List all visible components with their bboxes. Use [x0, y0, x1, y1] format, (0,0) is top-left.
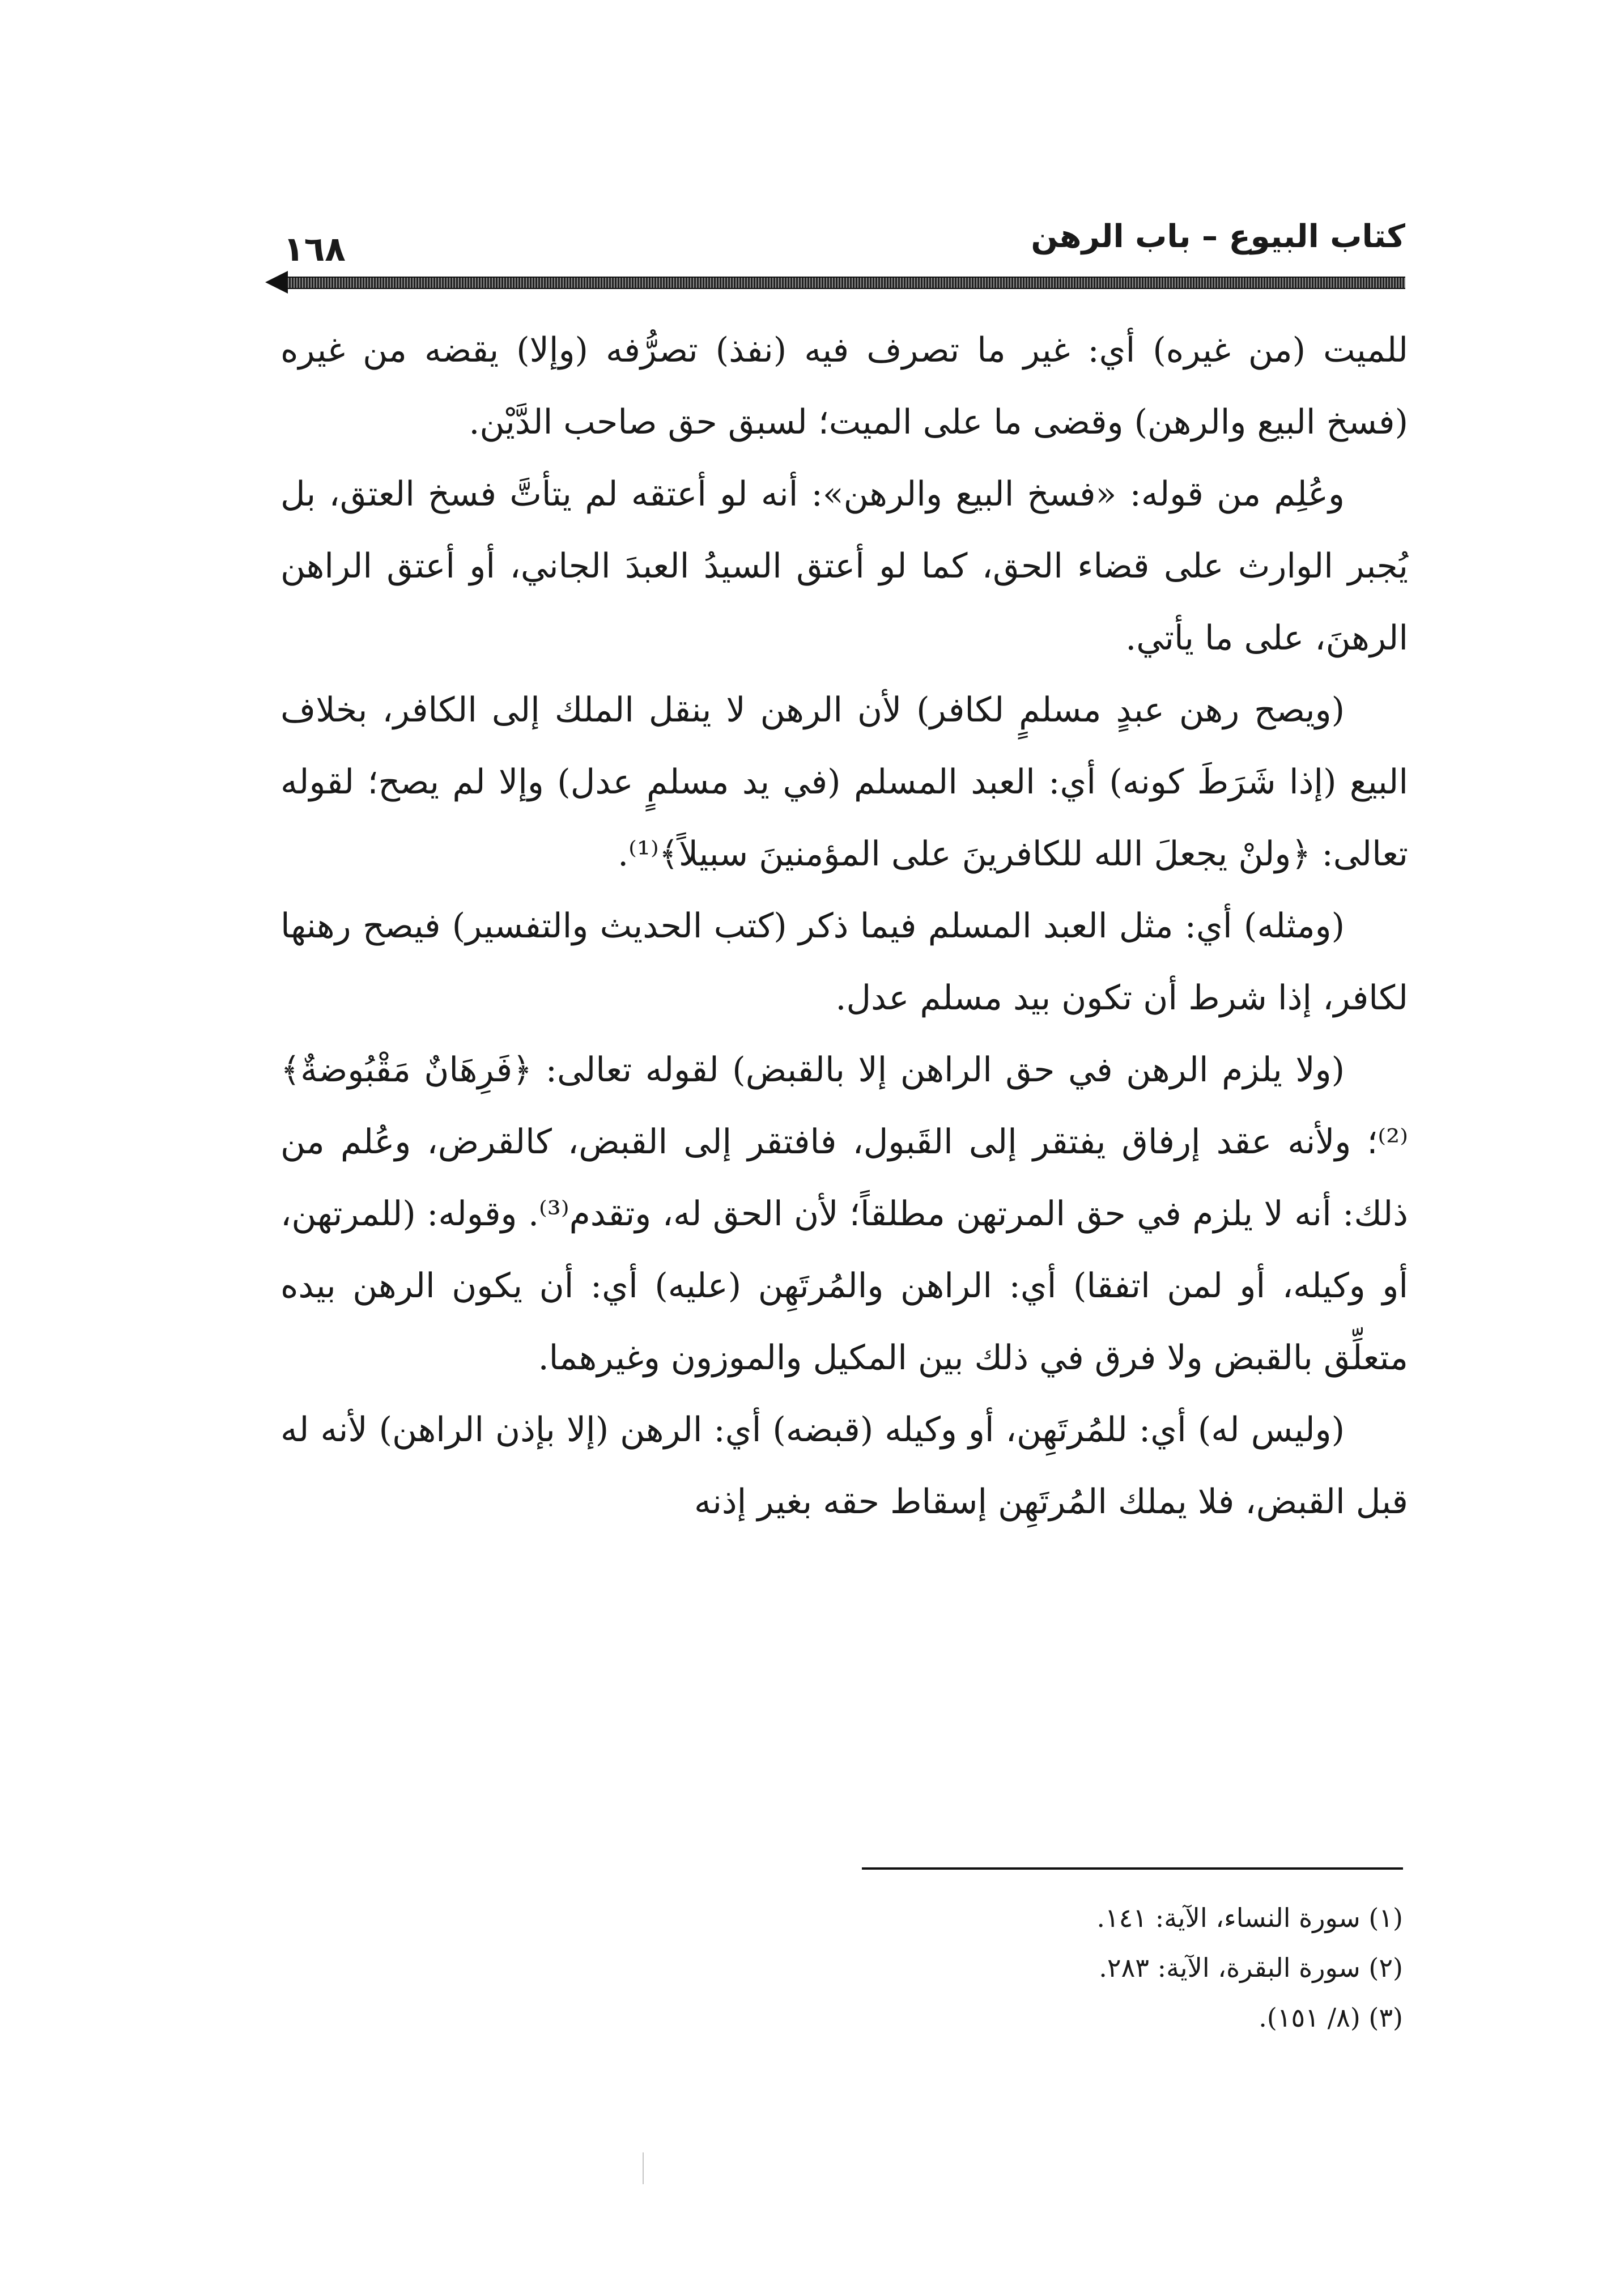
page-header — [283, 207, 1405, 275]
paragraph: للميت (من غيره) أي: غير ما تصرف فيه (نفذ) تصرُّفه (وإلا) يقضه من غيره (فسخ البيع والرهن) وقضى ما على الميت؛ لسبق حق صاحب الدَّيْن. — [280, 330, 1408, 442]
paragraph: (ومثله) أي: مثل العبد المسلم فيما ذكر (كتب الحديث والتفسير) فيصح رهنها لكافر، إذا شرط أن تكون بيد مسلم عدل. — [280, 906, 1408, 1018]
paragraph: (ولا يلزم الرهن في حق الراهن إلا بالقبض) لقوله تعالى: ﴿فَرِهَانٌ مَقْبُوضةٌ﴾⁽²⁾؛ ولأنه عقد إرفاق يفتقر إلى القَبول، فافتقر إلى القبض، كالقرض، وعُلم من ذلك: أنه لا يلزم في حق المرتهن مطلقاً؛ لأن الحق له، وتقدم⁽³⁾. وقوله: (للمرتهن، أو وكيله، أو لمن اتفقا) أي: الراهن والمُرتَهِن (عليه) أي: أن يكون الرهن بيده متعلِّق بالقبض ولا فرق في ذلك بين المكيل والموزون وغيرهما. — [280, 1050, 1409, 1378]
paragraph: (وليس له) أي: للمُرتَهِن، أو وكيله (قبضه) أي: الرهن (إلا بإذن الراهن) لأنه له قبل القبض، فلا يملك المُرتَهِن إسقاط حقه بغير إذنه — [280, 1410, 1408, 1522]
footnotes — [275, 1893, 1403, 2043]
main-text — [280, 315, 1408, 1538]
running-title: كتاب البيوع – باب الرهن — [1031, 218, 1405, 255]
divider-ornament-icon — [265, 271, 288, 294]
scan-artifact — [643, 2152, 644, 2184]
header-divider — [283, 277, 1405, 289]
page-number: ١٦٨ — [283, 230, 346, 269]
footnote: (١) سورة النساء، الآية: ١٤١. — [1096, 1903, 1403, 1933]
footnote: (٢) سورة البقرة، الآية: ٢٨٣. — [1099, 1952, 1403, 1983]
footnote: (٣) (٨/ ١٥١). — [1259, 2002, 1403, 2033]
footnote-divider — [862, 1867, 1403, 1870]
paragraph: (ويصح رهن عبدٍ مسلمٍ لكافر) لأن الرهن لا ينقل الملك إلى الكافر، بخلاف البيع (إذا شَرَطَ كونه) أي: العبد المسلم (في يد مسلمٍ عدل) وإلا لم يصح؛ لقوله تعالى: ﴿ولنْ يجعلَ الله للكافرينَ على المؤمنينَ سبيلاً﴾⁽¹⁾. — [280, 690, 1408, 874]
paragraph: وعُلِم من قوله: «فسخ البيع والرهن»: أنه لو أعتقه لم يتأتَّ فسخ العتق، بل يُجبر الوارث على قضاء الحق، كما لو أعتق السيدُ العبدَ الجاني، أو أعتق الراهن الرهنَ، على ما يأتي. — [280, 474, 1408, 658]
